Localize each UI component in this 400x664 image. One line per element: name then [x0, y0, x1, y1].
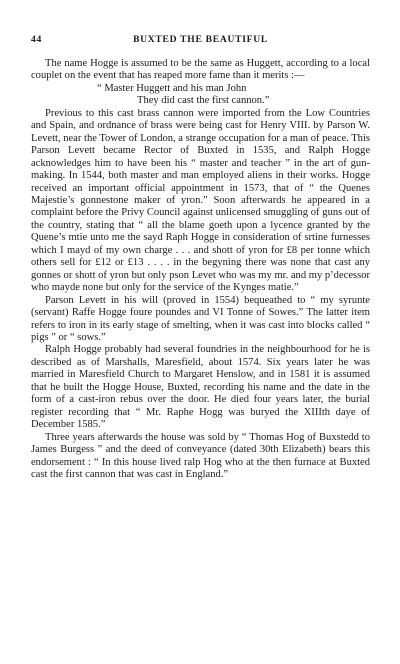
couplet-line-2: They did cast the first cannon.” [137, 95, 270, 107]
paragraph-house-sale: Three years afterwards the house was sold by “ Thomas Hog of Buxstedd to James Burgess ” and the deed of conveyance (dated 30th Elizabeth) bears this endorsement : “ In this house lived ralp Hog who at the then furnace at Buxted cast the first cannon that was cast in England.” [31, 431, 370, 480]
couplet [31, 83, 370, 108]
couplet-line-1: “ Master Huggett and his man John [97, 82, 247, 94]
body-text [31, 58, 370, 481]
paragraph-levett-cannon: Previous to this cast brass cannon were imported from the Low Countries and Spain, and ordnance of brass were being cast for Henry VIII. by Parson W. Levett, near the Tower of London, a strange occupation for a man of peace. This Parson Levett became Rector of Buxted in 1535, and Ralph Hogge acknowledges him to have been his “ master and teacher ” in the art of gun-making. In 1544, both master and man employed aliens in their works. Hogge received an important official appointment in 1573, that of “ the Quenes Majestie’s gonnestone maker of yron.” Soon afterwards he appeared in a complaint before the Privy Council against unlicensed smuggling of guns out of the country, stating that “ all the blame goeth upon a lycence granted by the Quene’s mtie unto me the sayd Raph Hogge in consideration of srtine furnesses which I mayd of my own charge . . . and shott of yron for £8 per tonne which others sell for £12 or £13 . . . . in the begyning there was none that cast any gonnes or shott of yron but only pson Levet who was my mr. and my p’decessor who mayde none but only for the service of the Kynges matie.” [31, 107, 370, 294]
running-head [31, 34, 370, 48]
paragraph-huggett: The name Hogge is assumed to be the same as Huggett, according to a local couplet on the event that has reaped more fame than it merits :— [31, 58, 370, 82]
paragraph-levett-will: Parson Levett in his will (proved in 1554) bequeathed to “ my syrunte (servant) Raffe Hogge foure poundes and VI Tonne of Sowes.” The latter item refers to iron in its early stage of smelting, when it was cast into blocks called “ pigs ” or “ sows.” [31, 294, 370, 343]
page-number: 44 [31, 34, 42, 45]
paragraph-hogge-foundries: Ralph Hogge probably had several foundries in the neighbourhood for he is described as of Marshalls, Maresfield, about 1574. Six years later he was married in Maresfield Church to Margaret Henslow, and in 1581 it is assumed that he built the Hogge House, Buxted, recording his name and the date in the form of a cast-iron rebus over the door. He died four years later, the burial register recording that “ Mr. Raphe Hogg was buryed the XIIIth daye of December 1585.” [31, 344, 370, 431]
running-title: BUXTED THE BEAUTIFUL [133, 34, 268, 45]
